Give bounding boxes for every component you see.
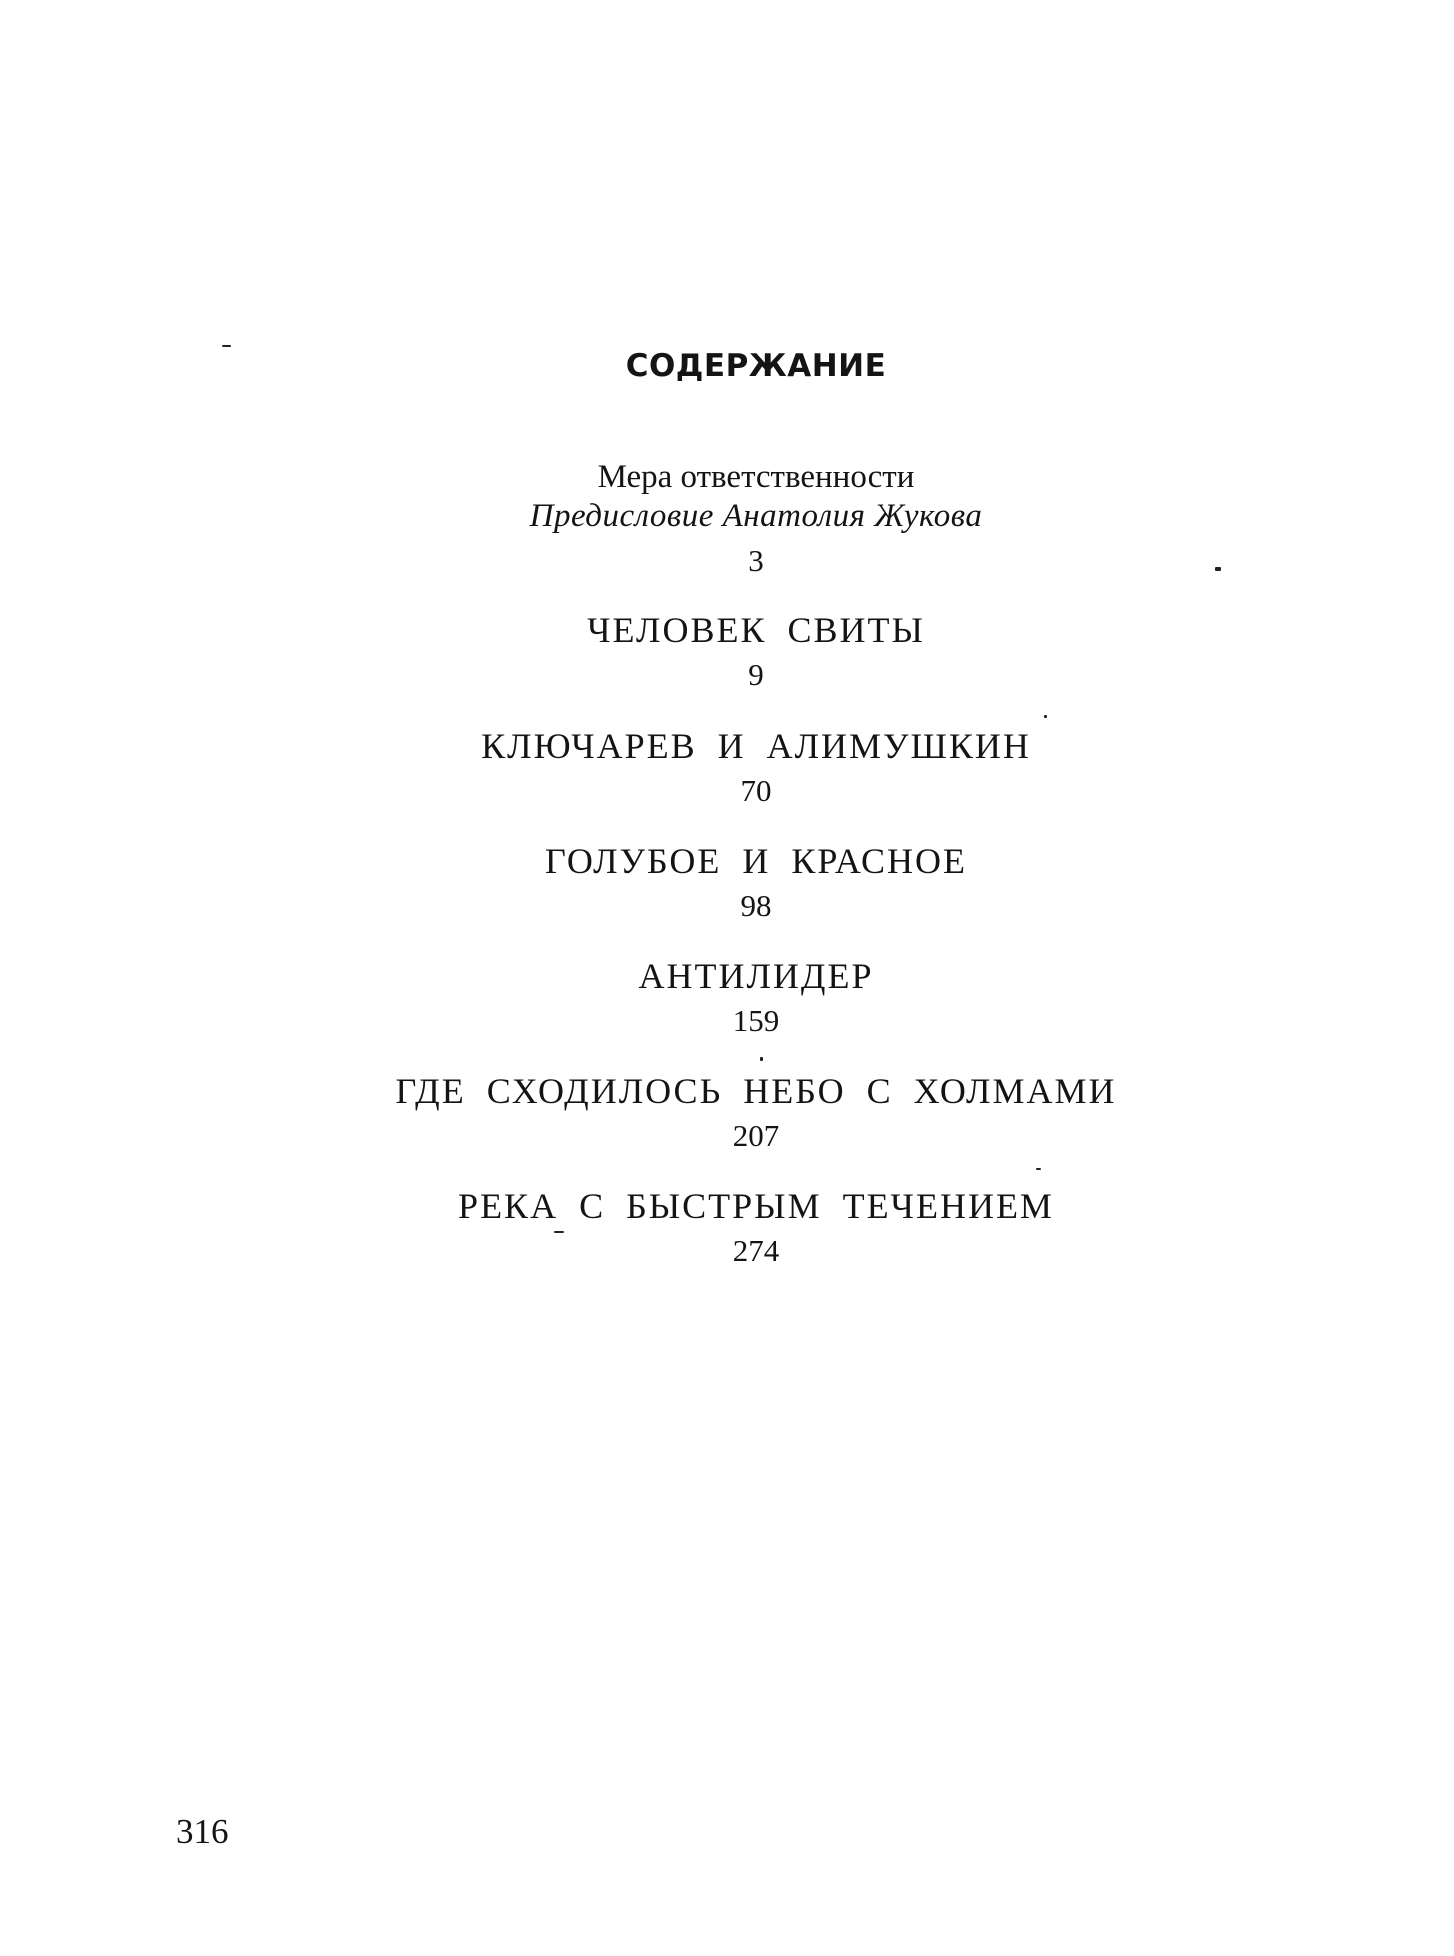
toc-entry-page: 159 bbox=[732, 1003, 780, 1038]
scan-speck bbox=[1036, 1168, 1041, 1170]
toc-entry-title: ГДЕ СХОДИЛОСЬ НЕБО С ХОЛМАМИ bbox=[395, 1071, 1117, 1111]
toc-entry-title: КЛЮЧАРЕВ И АЛИМУШКИН bbox=[481, 726, 1031, 766]
scan-speck bbox=[760, 1057, 763, 1061]
toc-entry-page: 3 bbox=[748, 543, 764, 578]
toc-entry-title: Мера ответственности bbox=[597, 459, 915, 495]
scan-speck bbox=[1044, 715, 1047, 718]
toc-entry-subtitle: Предисловие Анатолия Жукова bbox=[529, 498, 983, 534]
scan-speck bbox=[554, 1231, 564, 1233]
page-number: 316 bbox=[176, 1812, 229, 1851]
toc-entry-title: РЕКА С БЫСТРЫМ ТЕЧЕНИЕМ bbox=[458, 1186, 1054, 1226]
toc-entry-title: ГОЛУБОЕ И КРАСНОЕ bbox=[544, 841, 968, 881]
toc-entry-page: 98 bbox=[740, 888, 772, 923]
toc-entry-title: ЧЕЛОВЕК СВИТЫ bbox=[587, 610, 925, 650]
page-heading: СОДЕРЖАНИЕ bbox=[625, 348, 887, 384]
toc-entry-page: 70 bbox=[740, 773, 772, 808]
toc-entry-page: 274 bbox=[732, 1233, 780, 1268]
toc-entry-title: АНТИЛИДЕР bbox=[638, 956, 874, 996]
scan-speck bbox=[222, 345, 231, 347]
scan-speck bbox=[1215, 567, 1221, 571]
toc-entry-page: 207 bbox=[732, 1118, 780, 1153]
toc-entry-page: 9 bbox=[748, 657, 764, 692]
